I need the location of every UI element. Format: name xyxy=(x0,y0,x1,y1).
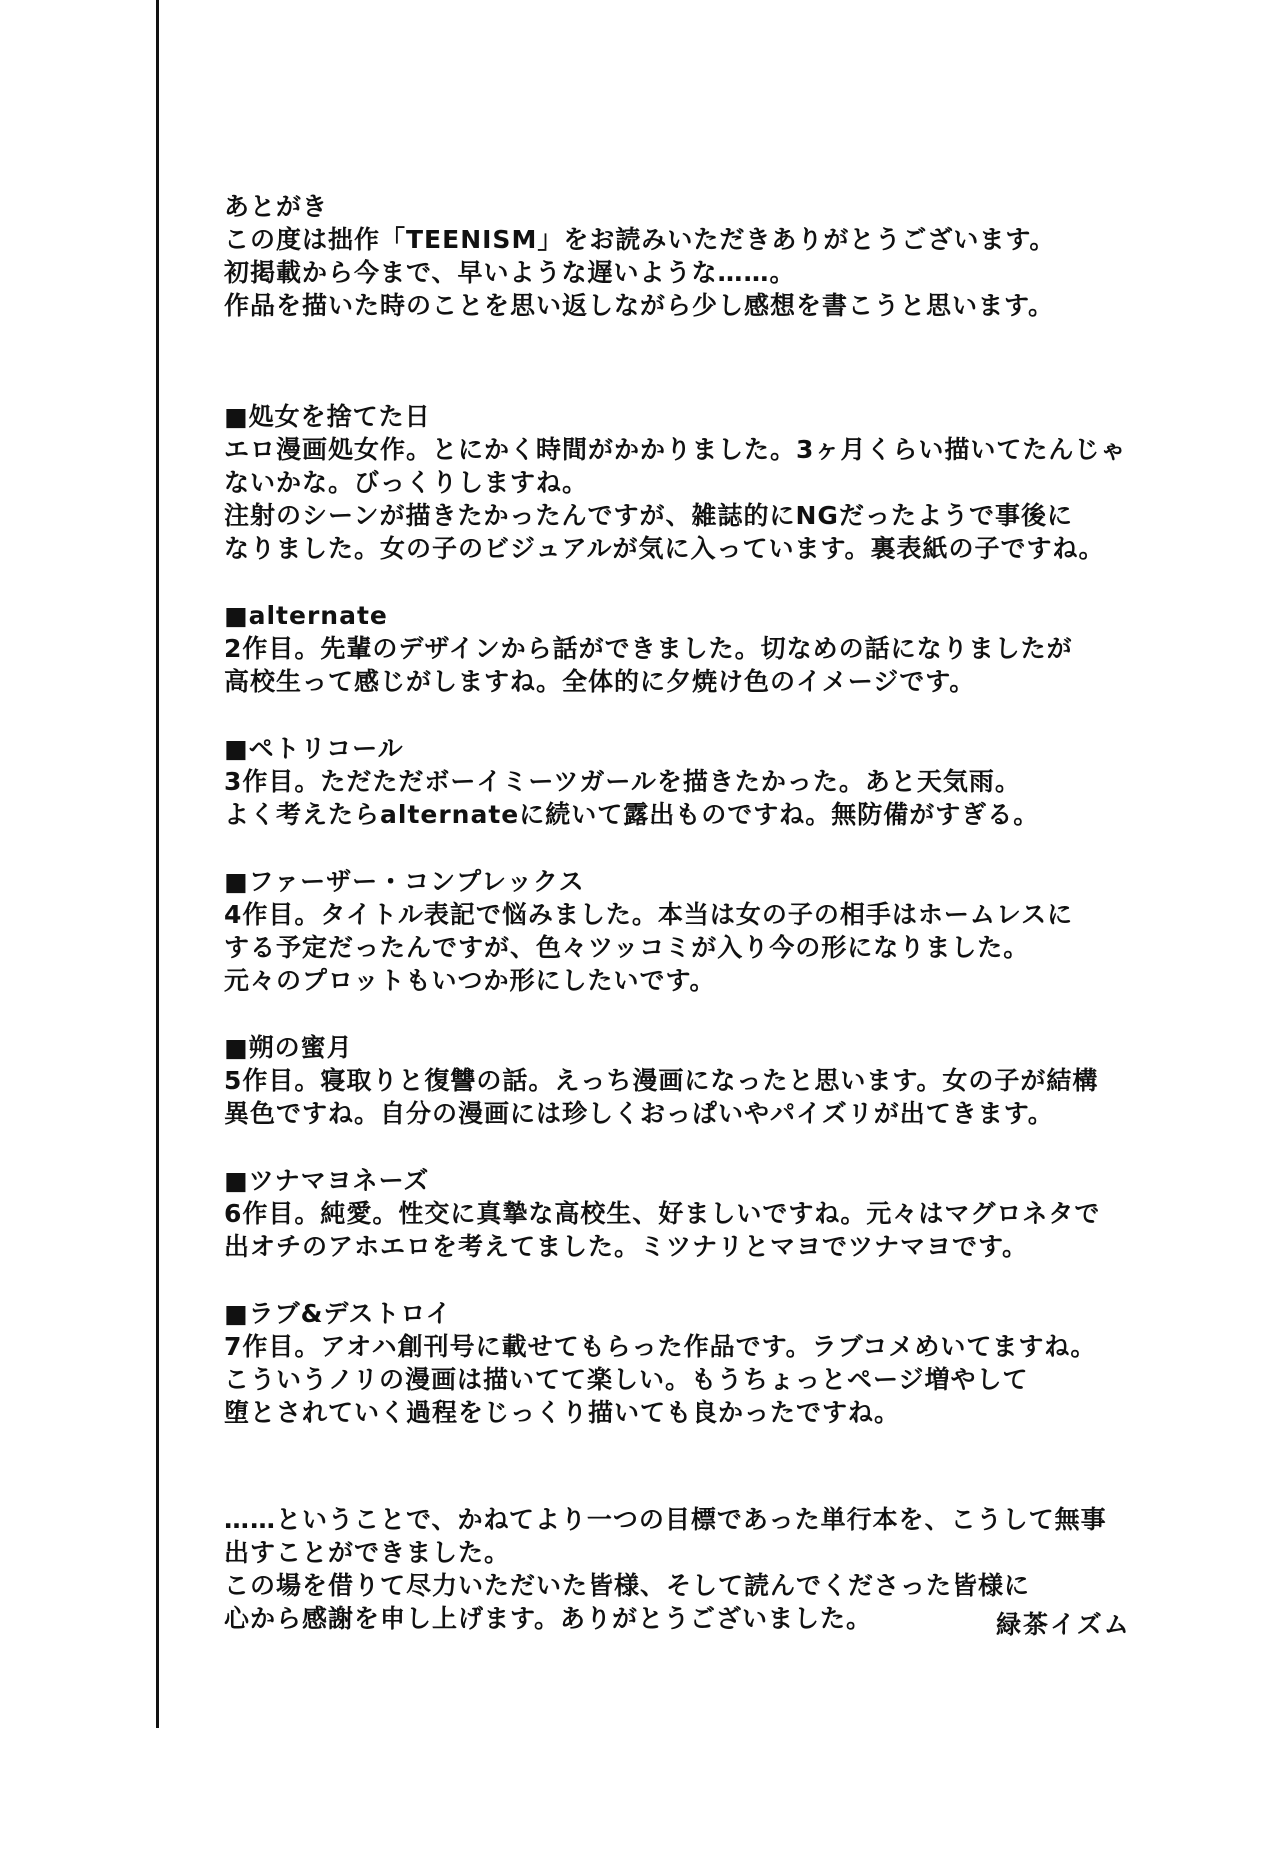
section-shojo xyxy=(224,400,1224,565)
intro-paragraph xyxy=(224,223,1224,322)
section-tsunamayonnaise xyxy=(224,1164,1224,1263)
section-line: こういうノリの漫画は描いてて楽しい。もうちょっとページ増やして xyxy=(224,1365,1029,1394)
section-line: 出オチのアホエロを考えてました。ミツナリとマヨでツナマヨです。 xyxy=(224,1232,1029,1261)
section-line: 6作目。純愛。性交に真摯な高校生、好ましいですね。元々はマグロネタで xyxy=(224,1199,1101,1228)
section-title: ■ペトリコール xyxy=(224,734,404,763)
section-line: なりました。女の子のビジュアルが気に入っています。裏表紙の子ですね。 xyxy=(224,534,1105,563)
section-title: ■ツナマヨネーズ xyxy=(224,1166,430,1195)
closing-line: ……ということで、かねてより一つの目標であった単行本を、こうして無事 xyxy=(224,1505,1107,1534)
author-signature: 緑茶イズム xyxy=(996,1610,1131,1639)
section-saku-no-mitsugetsu xyxy=(224,1031,1224,1130)
section-line: 堕とされていく過程をじっくり描いても良かったですね。 xyxy=(224,1398,901,1427)
section-petrichor xyxy=(224,732,1224,831)
afterword-heading: あとがき xyxy=(224,192,329,221)
section-title: ■alternate xyxy=(224,601,388,630)
section-line: エロ漫画処女作。とにかく時間がかかりました。3ヶ月くらい描いてたんじゃ xyxy=(224,435,1127,464)
section-line: 高校生って感じがしますね。全体的に夕焼け色のイメージです。 xyxy=(224,667,976,696)
section-line: 異色ですね。自分の漫画には珍しくおっぱいやパイズリが出てきます。 xyxy=(224,1099,1054,1128)
closing-line: 出すことができました。 xyxy=(224,1538,511,1567)
section-line: 7作目。アオハ創刊号に載せてもらった作品です。ラブコメめいてますね。 xyxy=(224,1332,1097,1361)
section-love-and-destroy xyxy=(224,1297,1224,1429)
section-line: よく考えたらalternateに続いて露出ものですね。無防備がすぎる。 xyxy=(224,800,1040,829)
section-title: ■朔の蜜月 xyxy=(224,1033,353,1062)
section-line: ないかな。びっくりしますね。 xyxy=(224,468,589,497)
section-title: ■処女を捨てた日 xyxy=(224,402,431,431)
section-line: 元々のプロットもいつか形にしたいです。 xyxy=(224,966,716,995)
section-title: ■ラブ&デストロイ xyxy=(224,1299,452,1328)
intro-line: 作品を描いた時のことを思い返しながら少し感想を書こうと思います。 xyxy=(224,291,1055,320)
section-line: 4作目。タイトル表記で悩みました。本当は女の子の相手はホームレスに xyxy=(224,900,1074,929)
afterword-text xyxy=(224,190,1224,1635)
gutter-line xyxy=(156,0,159,1728)
section-title: ■ファーザー・コンプレックス xyxy=(224,867,585,896)
section-father-complex xyxy=(224,865,1224,997)
section-line: する予定だったんですが、色々ツッコミが入り今の形になりました。 xyxy=(224,933,1030,962)
section-line: 2作目。先輩のデザインから話ができました。切なめの話になりましたが xyxy=(224,634,1073,663)
intro-line: この度は拙作「TEENISM」をお読みいただきありがとうございます。 xyxy=(224,225,1056,254)
section-line: 3作目。ただただボーイミーツガールを描きたかった。あと天気雨。 xyxy=(224,767,1021,796)
section-alternate xyxy=(224,599,1224,698)
closing-line: この場を借りて尽力いただいた皆様、そして読んでくださった皆様に xyxy=(224,1571,1031,1600)
section-line: 5作目。寝取りと復讐の話。えっち漫画になったと思います。女の子が結構 xyxy=(224,1066,1099,1095)
intro-line: 初掲載から今まで、早いような遅いような……。 xyxy=(224,258,796,287)
section-line: 注射のシーンが描きたかったんですが、雑誌的にNGだったようで事後に xyxy=(224,501,1073,530)
closing-line: 心から感謝を申し上げます。ありがとうございました。 xyxy=(224,1604,873,1633)
